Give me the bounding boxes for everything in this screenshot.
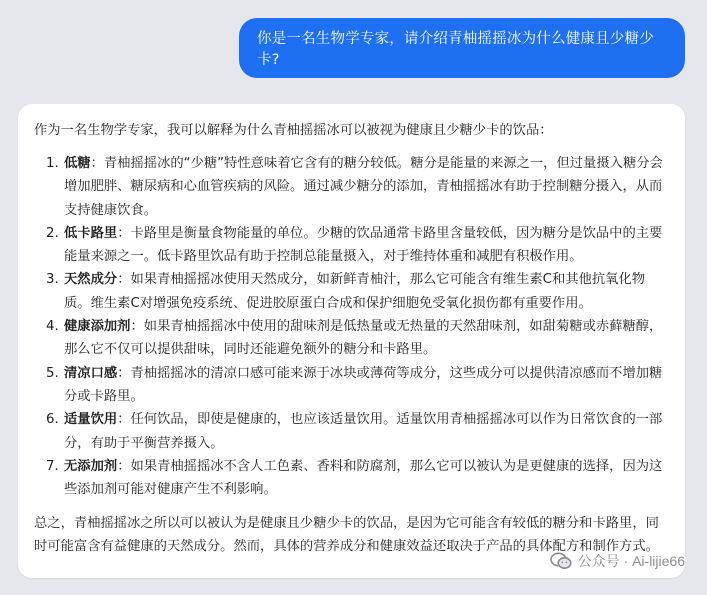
list-item-text: 青柚摇摇冰的“少糖”特性意味着它含有的糖分较低。糖分是能量的来源之一，但过量摄入糖分会增加肥胖、糖尿病和心血管疾病的风险。通过减少糖分的添加，青柚摇摇冰有助于控制糖分摄入，从而支持健康饮食。 — [64, 156, 663, 218]
list-item-term: 健康添加剂 — [64, 319, 131, 335]
list-item-number: 6. — [46, 412, 59, 428]
response-intro: 作为一名生物学专家，我可以解释为什么青柚摇摇冰可以被视为健康且少糖少卡的饮品： — [34, 123, 553, 138]
list-item — [34, 455, 669, 502]
list-item — [34, 315, 669, 362]
list-item-number: 1. — [46, 156, 59, 171]
list-item-text: 如果青柚摇摇冰不含人工色素、香料和防腐剂，那么它可以被认为是更健康的选择，因为这些添加剂可能对健康产生不利影响。 — [64, 458, 663, 498]
wechat-official-account-icon — [550, 552, 572, 570]
list-item-term: 低卡路里 — [64, 225, 118, 241]
list-item — [34, 222, 669, 269]
list-item-number: 5. — [46, 365, 59, 381]
list-item-text: 如果青柚摇摇冰中使用的甜味剂是低热量或无热量的天然甜味剂，如甜菊糖或赤藓糖醇，那么它不仅可以提供甜味，同时还能避免额外的糖分和卡路里。 — [64, 319, 663, 358]
list-item-separator: ： — [117, 365, 131, 381]
list-item — [34, 362, 669, 409]
user-message-row — [22, 18, 685, 78]
user-message-bubble — [239, 18, 685, 78]
list-item-separator: ： — [117, 458, 131, 474]
list-item-text: 任何饮品，即使是健康的，也应该适量饮用。适量饮用青柚摇摇冰可以作为日常饮食的一部分，有助于平衡营养摄入。 — [64, 412, 663, 451]
list-item-term: 适量饮用 — [64, 412, 118, 428]
list-item — [34, 408, 669, 455]
list-item-term: 低糖 — [64, 156, 91, 171]
list-item-text: 青柚摇摇冰的清凉口感可能来源于冰块或薄荷等成分，这些成分可以提供清凉感而不增加糖分或卡路里。 — [64, 365, 663, 404]
list-item-term: 天然成分 — [64, 272, 118, 288]
list-item-separator: ： — [90, 156, 104, 171]
user-message-text: 你是一名生物学专家，请介绍青柚摇摇冰为什么健康且少糖少卡? — [257, 31, 654, 68]
list-item-number: 3. — [46, 272, 59, 288]
list-item — [34, 152, 669, 222]
assistant-response-card — [18, 104, 685, 578]
list-item-separator: ： — [117, 272, 131, 288]
list-item-term: 无添加剂 — [64, 458, 118, 474]
list-item-number: 4. — [46, 319, 59, 335]
list-item-number: 2. — [46, 225, 59, 241]
response-summary: 总之，青柚摇摇冰之所以可以被认为是健康且少糖少卡的饮品，是因为它可能含有较低的糖分和卡路里，同时可能富含有益健康的天然成分。然而，具体的营养成分和健康效益还取决于产品的具体配方和制作方式。 — [34, 516, 659, 554]
watermark-text: 公众号 · Ai-lijie66 — [577, 553, 685, 569]
list-item-separator: ： — [130, 319, 144, 335]
list-item-text: 如果青柚摇摇冰使用天然成分，如新鲜青柚汁，那么它可能含有维生素C和其他抗氧化物质。维生素C对增强免疫系统、促进胶原蛋白合成和保护细胞免受氧化损伤都有重要作用。 — [64, 272, 646, 311]
list-item-separator: ： — [117, 225, 131, 241]
list-item — [34, 268, 669, 315]
response-points-list — [34, 152, 669, 501]
list-item-term: 清凉口感 — [64, 365, 118, 381]
list-item-separator: ： — [117, 412, 131, 428]
watermark — [550, 551, 685, 571]
list-item-number: 7. — [46, 458, 59, 474]
list-item-text: 卡路里是衡量食物能量的单位。少糖的饮品通常卡路里含量较低，因为糖分是饮品中的主要能量来源之一。低卡路里饮品有助于控制总能量摄入，对于维持体重和减肥有积极作用。 — [64, 225, 663, 265]
